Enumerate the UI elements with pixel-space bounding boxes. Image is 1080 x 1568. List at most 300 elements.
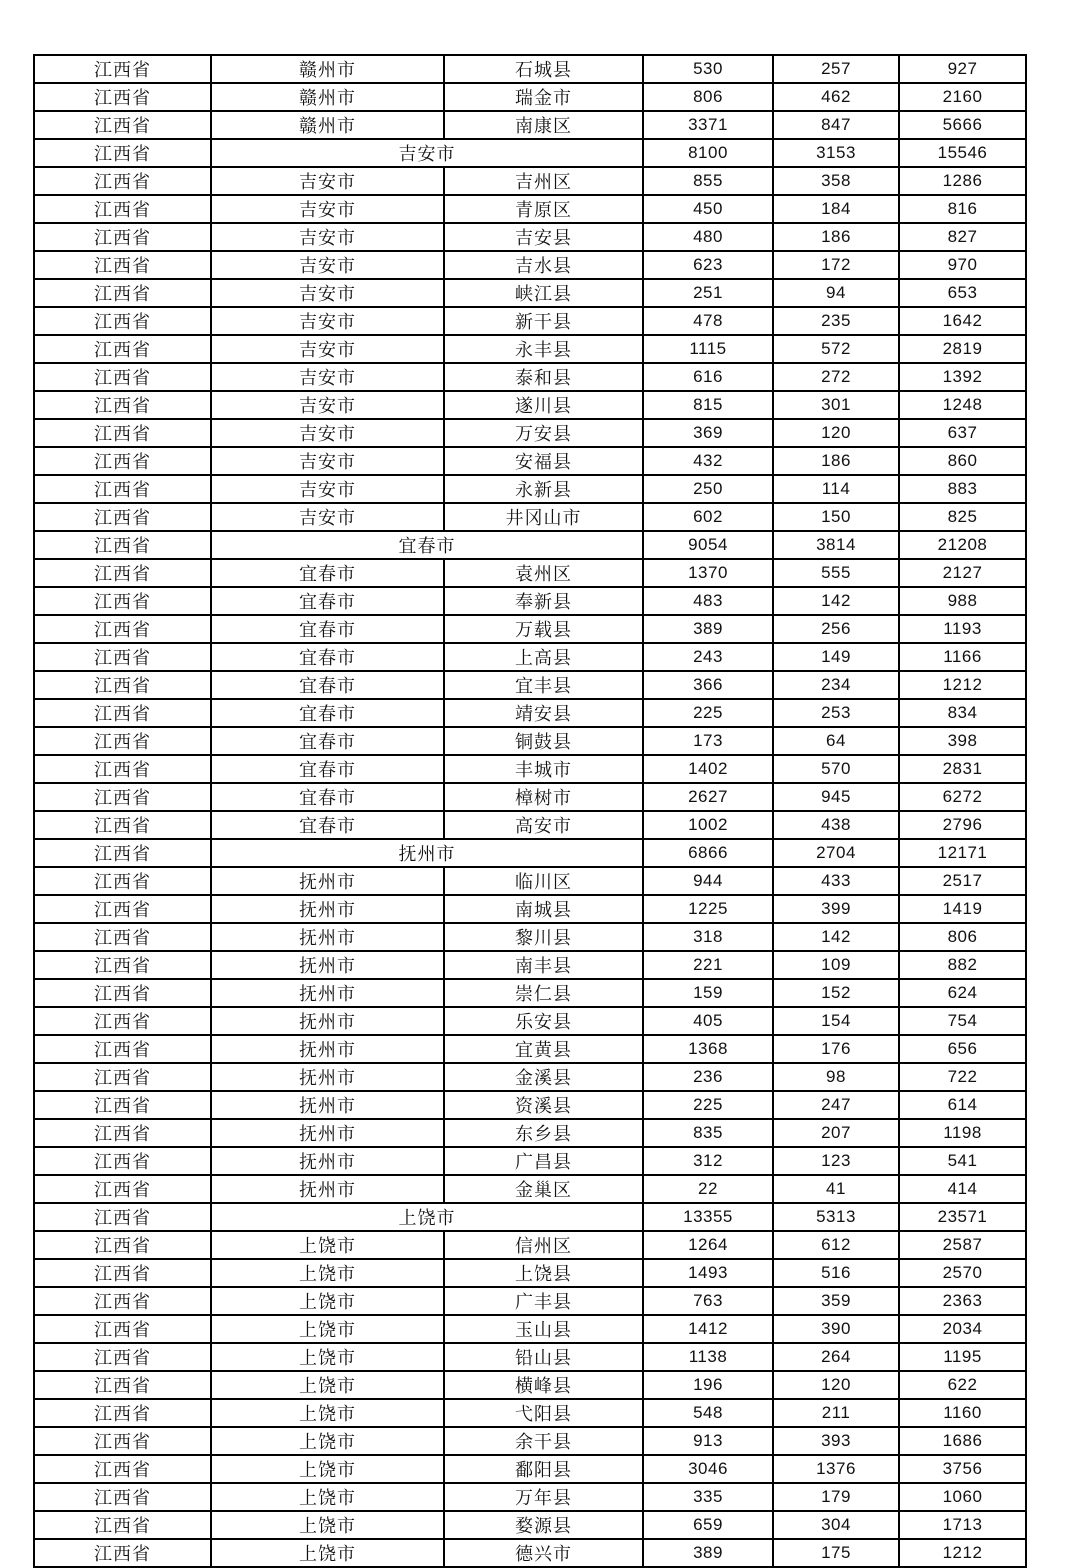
table-row [34,755,1026,783]
table-cell-city: 宜春市 [211,755,444,783]
table-cell-num: 722 [899,1063,1026,1091]
table-cell-province: 江西省 [34,1147,211,1175]
table-cell-num: 94 [773,279,899,307]
table-cell-num: 572 [773,335,899,363]
table-cell-province: 江西省 [34,559,211,587]
table-cell-num: 834 [899,699,1026,727]
table-row [34,447,1026,475]
table-cell-city: 宜春市 [211,559,444,587]
table-cell-num: 450 [643,195,773,223]
table-cell-num: 2587 [899,1231,1026,1259]
table-cell-city: 吉安市 [211,503,444,531]
table-cell-province: 江西省 [34,1007,211,1035]
table-cell-num: 2704 [773,839,899,867]
table-cell-province: 江西省 [34,1035,211,1063]
table-cell-county: 弋阳县 [444,1399,643,1427]
table-cell-county: 泰和县 [444,363,643,391]
table-cell-num: 366 [643,671,773,699]
table-row [34,1119,1026,1147]
table-cell-province: 江西省 [34,363,211,391]
table-cell-county: 横峰县 [444,1371,643,1399]
table-cell-num: 847 [773,111,899,139]
table-row [34,783,1026,811]
table-cell-province: 江西省 [34,1175,211,1203]
table-cell-num: 120 [773,1371,899,1399]
table-cell-num: 1264 [643,1231,773,1259]
table-cell-num: 9054 [643,531,773,559]
table-cell-county: 万安县 [444,419,643,447]
table-cell-county: 南丰县 [444,951,643,979]
table-cell-num: 1286 [899,167,1026,195]
table-cell-num: 123 [773,1147,899,1175]
table-cell-county: 万载县 [444,615,643,643]
table-cell-num: 184 [773,195,899,223]
table-cell-province: 江西省 [34,839,211,867]
table-cell-city: 上饶市 [211,1315,444,1343]
table-cell-num: 1195 [899,1343,1026,1371]
table-cell-num: 1212 [899,1539,1026,1567]
table-cell-num: 22 [643,1175,773,1203]
table-row-city-total [34,139,1026,167]
table-cell-city: 宜春市 [211,671,444,699]
table-cell-city: 宜春市 [211,587,444,615]
table-cell-county: 丰城市 [444,755,643,783]
table-row [34,727,1026,755]
table-cell-province: 江西省 [34,615,211,643]
table-cell-province: 江西省 [34,1455,211,1483]
table-cell-province: 江西省 [34,167,211,195]
table-cell-county: 吉州区 [444,167,643,195]
table-cell-num: 612 [773,1231,899,1259]
table-row [34,587,1026,615]
table-cell-county: 上饶县 [444,1259,643,1287]
table-cell-num: 1686 [899,1427,1026,1455]
table-cell-num: 225 [643,1091,773,1119]
table-cell-num: 462 [773,83,899,111]
table-cell-province: 江西省 [34,391,211,419]
table-cell-city: 抚州市 [211,867,444,895]
table-row [34,951,1026,979]
table-cell-city: 吉安市 [211,419,444,447]
table-cell-province: 江西省 [34,587,211,615]
table-body [34,55,1026,1567]
table-cell-num: 754 [899,1007,1026,1035]
table-cell-city: 宜春市 [211,643,444,671]
table-cell-num: 806 [899,923,1026,951]
table-cell-county: 南城县 [444,895,643,923]
table-row [34,923,1026,951]
table-cell-num: 13355 [643,1203,773,1231]
table-cell-num: 2627 [643,783,773,811]
table-cell-province: 江西省 [34,55,211,83]
table-cell-num: 304 [773,1511,899,1539]
table-cell-num: 221 [643,951,773,979]
table-cell-province: 江西省 [34,1091,211,1119]
table-cell-num: 120 [773,419,899,447]
table-cell-city: 赣州市 [211,111,444,139]
table-cell-num: 359 [773,1287,899,1315]
table-cell-num: 235 [773,307,899,335]
table-cell-province: 江西省 [34,811,211,839]
table-cell-num: 64 [773,727,899,755]
table-row [34,1371,1026,1399]
table-cell-num: 175 [773,1539,899,1567]
region-stats-table [33,54,1027,1568]
table-cell-num: 41 [773,1175,899,1203]
table-cell-num: 1212 [899,671,1026,699]
table-row [34,335,1026,363]
table-row-city-total [34,531,1026,559]
table-cell-province: 江西省 [34,1399,211,1427]
table-cell-county: 遂川县 [444,391,643,419]
table-cell-num: 159 [643,979,773,1007]
table-cell-num: 2819 [899,335,1026,363]
table-cell-province: 江西省 [34,531,211,559]
table-cell-num: 2570 [899,1259,1026,1287]
table-row [34,503,1026,531]
table-cell-county: 石城县 [444,55,643,83]
table-cell-num: 825 [899,503,1026,531]
table-cell-province: 江西省 [34,1343,211,1371]
table-cell-county: 广昌县 [444,1147,643,1175]
table-cell-num: 614 [899,1091,1026,1119]
table-cell-num: 149 [773,643,899,671]
table-cell-num: 927 [899,55,1026,83]
table-cell-num: 179 [773,1483,899,1511]
table-row [34,1231,1026,1259]
table-cell-city: 宜春市 [211,727,444,755]
table-cell-num: 1166 [899,643,1026,671]
table-cell-county: 金溪县 [444,1063,643,1091]
table-cell-num: 570 [773,755,899,783]
table-cell-city: 抚州市 [211,979,444,1007]
table-cell-province: 江西省 [34,671,211,699]
table-cell-city: 吉安市 [211,475,444,503]
table-cell-province: 江西省 [34,923,211,951]
table-cell-county: 婺源县 [444,1511,643,1539]
table-cell-province: 江西省 [34,1511,211,1539]
table-row [34,111,1026,139]
table-row [34,55,1026,83]
table-cell-county: 德兴市 [444,1539,643,1567]
table-cell-city: 上饶市 [211,1371,444,1399]
table-row [34,1259,1026,1287]
table-row [34,979,1026,1007]
table-row [34,475,1026,503]
table-cell-city: 上饶市 [211,1259,444,1287]
table-cell-num: 250 [643,475,773,503]
table-cell-num: 234 [773,671,899,699]
table-cell-county: 铜鼓县 [444,727,643,755]
table-cell-city: 上饶市 [211,1483,444,1511]
table-cell-num: 816 [899,195,1026,223]
table-cell-num: 150 [773,503,899,531]
table-cell-num: 1115 [643,335,773,363]
table-cell-county: 铅山县 [444,1343,643,1371]
table-cell-city: 吉安市 [211,223,444,251]
table-cell-county: 资溪县 [444,1091,643,1119]
table-cell-num: 247 [773,1091,899,1119]
table-cell-county: 永丰县 [444,335,643,363]
table-row [34,559,1026,587]
table-cell-province: 江西省 [34,1315,211,1343]
table-cell-city: 上饶市 [211,1287,444,1315]
table-cell-province: 江西省 [34,895,211,923]
table-row [34,671,1026,699]
table-cell-num: 656 [899,1035,1026,1063]
table-cell-city: 抚州市 [211,1119,444,1147]
table-cell-city: 赣州市 [211,83,444,111]
table-cell-num: 483 [643,587,773,615]
table-cell-num: 637 [899,419,1026,447]
table-cell-province: 江西省 [34,503,211,531]
table-cell-city: 上饶市 [211,1231,444,1259]
table-cell-num: 806 [643,83,773,111]
table-cell-num: 176 [773,1035,899,1063]
table-cell-province: 江西省 [34,1063,211,1091]
table-cell-num: 301 [773,391,899,419]
table-row [34,1511,1026,1539]
table-cell-city-merged: 吉安市 [211,139,643,167]
table-cell-num: 815 [643,391,773,419]
table-cell-county: 崇仁县 [444,979,643,1007]
table-cell-num: 256 [773,615,899,643]
table-cell-province: 江西省 [34,1259,211,1287]
table-cell-city: 抚州市 [211,895,444,923]
table-cell-num: 623 [643,251,773,279]
table-cell-province: 江西省 [34,83,211,111]
table-cell-province: 江西省 [34,1539,211,1567]
table-cell-num: 1493 [643,1259,773,1287]
table-cell-num: 172 [773,251,899,279]
table-cell-province: 江西省 [34,1371,211,1399]
table-cell-num: 186 [773,223,899,251]
table-cell-num: 3153 [773,139,899,167]
table-cell-city: 抚州市 [211,1035,444,1063]
table-cell-num: 1392 [899,363,1026,391]
table-row [34,195,1026,223]
table-cell-province: 江西省 [34,727,211,755]
table-cell-num: 1193 [899,615,1026,643]
table-cell-num: 616 [643,363,773,391]
table-row [34,1343,1026,1371]
table-cell-province: 江西省 [34,223,211,251]
table-cell-num: 988 [899,587,1026,615]
table-cell-num: 970 [899,251,1026,279]
table-cell-county: 临川区 [444,867,643,895]
table-cell-province: 江西省 [34,643,211,671]
table-cell-num: 882 [899,951,1026,979]
table-cell-num: 2127 [899,559,1026,587]
table-cell-num: 624 [899,979,1026,1007]
table-cell-num: 15546 [899,139,1026,167]
table-cell-num: 827 [899,223,1026,251]
table-cell-num: 2363 [899,1287,1026,1315]
table-row [34,1063,1026,1091]
table-cell-county: 万年县 [444,1483,643,1511]
table-cell-num: 438 [773,811,899,839]
table-cell-city: 吉安市 [211,363,444,391]
table-cell-num: 1002 [643,811,773,839]
table-cell-num: 5313 [773,1203,899,1231]
table-cell-num: 405 [643,1007,773,1035]
table-cell-num: 1160 [899,1399,1026,1427]
table-cell-num: 335 [643,1483,773,1511]
table-row [34,1455,1026,1483]
table-cell-num: 555 [773,559,899,587]
table-cell-city: 抚州市 [211,951,444,979]
table-cell-num: 414 [899,1175,1026,1203]
table-cell-num: 251 [643,279,773,307]
table-cell-county: 袁州区 [444,559,643,587]
table-cell-county: 靖安县 [444,699,643,727]
table-cell-num: 530 [643,55,773,83]
table-cell-num: 3046 [643,1455,773,1483]
table-cell-num: 173 [643,727,773,755]
table-cell-num: 945 [773,783,899,811]
table-cell-city: 赣州市 [211,55,444,83]
table-cell-num: 318 [643,923,773,951]
table-cell-city: 上饶市 [211,1427,444,1455]
table-cell-county: 新干县 [444,307,643,335]
table-cell-city: 抚州市 [211,1007,444,1035]
table-cell-num: 393 [773,1427,899,1455]
table-row [34,1007,1026,1035]
table-cell-num: 142 [773,587,899,615]
table-cell-province: 江西省 [34,755,211,783]
table-row [34,279,1026,307]
table-cell-city: 宜春市 [211,811,444,839]
table-cell-num: 478 [643,307,773,335]
table-row [34,251,1026,279]
table-cell-county: 鄱阳县 [444,1455,643,1483]
table-cell-num: 6272 [899,783,1026,811]
table-cell-province: 江西省 [34,783,211,811]
table-cell-county: 玉山县 [444,1315,643,1343]
table-cell-num: 1419 [899,895,1026,923]
table-cell-county: 宜黄县 [444,1035,643,1063]
table-cell-city: 抚州市 [211,1175,444,1203]
table-cell-num: 21208 [899,531,1026,559]
table-row [34,1483,1026,1511]
table-cell-city: 上饶市 [211,1455,444,1483]
table-cell-county: 樟树市 [444,783,643,811]
table-row [34,811,1026,839]
table-cell-num: 152 [773,979,899,1007]
table-cell-num: 399 [773,895,899,923]
table-cell-city: 抚州市 [211,1091,444,1119]
table-row [34,1287,1026,1315]
table-row [34,867,1026,895]
table-cell-province: 江西省 [34,447,211,475]
table-cell-num: 257 [773,55,899,83]
table-cell-num: 541 [899,1147,1026,1175]
table-cell-num: 6866 [643,839,773,867]
table-cell-num: 211 [773,1399,899,1427]
table-cell-city: 吉安市 [211,279,444,307]
table-cell-province: 江西省 [34,1231,211,1259]
table-cell-num: 142 [773,923,899,951]
table-cell-num: 114 [773,475,899,503]
table-cell-num: 855 [643,167,773,195]
table-cell-province: 江西省 [34,307,211,335]
table-row [34,1427,1026,1455]
table-cell-num: 2517 [899,867,1026,895]
table-cell-province: 江西省 [34,1287,211,1315]
table-row [34,391,1026,419]
table-cell-city: 宜春市 [211,783,444,811]
table-cell-num: 2034 [899,1315,1026,1343]
table-cell-num: 763 [643,1287,773,1315]
table-cell-city: 吉安市 [211,335,444,363]
table-cell-num: 2160 [899,83,1026,111]
table-row [34,1399,1026,1427]
table-cell-province: 江西省 [34,979,211,1007]
table-cell-num: 883 [899,475,1026,503]
table-cell-province: 江西省 [34,475,211,503]
table-cell-num: 433 [773,867,899,895]
table-cell-num: 622 [899,1371,1026,1399]
table-cell-province: 江西省 [34,111,211,139]
table-row [34,363,1026,391]
table-cell-num: 1138 [643,1343,773,1371]
table-cell-city: 上饶市 [211,1399,444,1427]
table-row-city-total [34,1203,1026,1231]
table-cell-num: 5666 [899,111,1026,139]
table-cell-num: 1412 [643,1315,773,1343]
table-cell-num: 1248 [899,391,1026,419]
table-cell-county: 井冈山市 [444,503,643,531]
table-row-city-total [34,839,1026,867]
table-cell-num: 243 [643,643,773,671]
table-cell-county: 黎川县 [444,923,643,951]
table-cell-city: 上饶市 [211,1511,444,1539]
table-cell-province: 江西省 [34,951,211,979]
table-cell-city: 宜春市 [211,615,444,643]
table-cell-num: 1060 [899,1483,1026,1511]
table-cell-num: 3814 [773,531,899,559]
table-row [34,307,1026,335]
table-cell-num: 398 [899,727,1026,755]
table-cell-county: 信州区 [444,1231,643,1259]
table-cell-num: 3756 [899,1455,1026,1483]
table-cell-num: 2796 [899,811,1026,839]
table-row [34,643,1026,671]
table-cell-num: 369 [643,419,773,447]
table-cell-num: 548 [643,1399,773,1427]
table-cell-province: 江西省 [34,1483,211,1511]
table-cell-num: 225 [643,699,773,727]
table-cell-num: 653 [899,279,1026,307]
table-cell-county: 吉安县 [444,223,643,251]
table-cell-city-merged: 抚州市 [211,839,643,867]
table-row [34,167,1026,195]
table-cell-county: 南康区 [444,111,643,139]
table-cell-num: 389 [643,615,773,643]
table-cell-num: 2831 [899,755,1026,783]
table-cell-province: 江西省 [34,1203,211,1231]
table-cell-county: 奉新县 [444,587,643,615]
table-cell-num: 236 [643,1063,773,1091]
table-cell-num: 835 [643,1119,773,1147]
table-cell-num: 8100 [643,139,773,167]
table-cell-city: 吉安市 [211,167,444,195]
table-cell-county: 青原区 [444,195,643,223]
table-cell-num: 913 [643,1427,773,1455]
table-cell-county: 余干县 [444,1427,643,1455]
table-cell-num: 3371 [643,111,773,139]
table-cell-num: 432 [643,447,773,475]
